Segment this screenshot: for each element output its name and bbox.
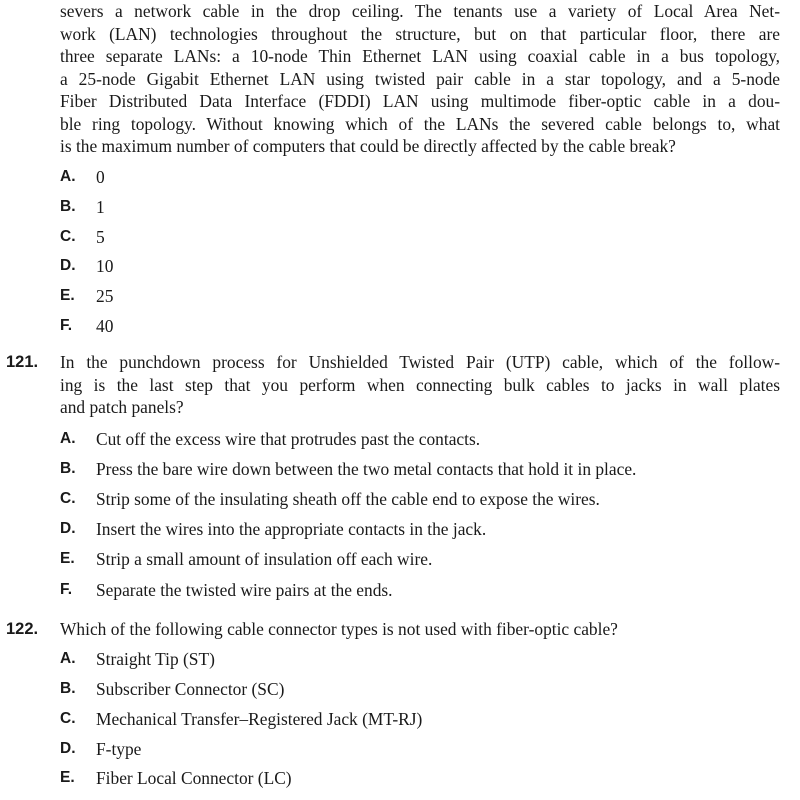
option-text: Separate the twisted wire pairs at the ends. [96, 580, 393, 600]
option-letter: D. [60, 257, 76, 274]
text-line: three separate LANs: a 10-node Thin Ethernet LAN using coaxial cable in a bus topology, [60, 46, 780, 66]
text-line: In the punchdown process for Unshielded Twisted Pair (UTP) cable, which of the follow- [60, 352, 780, 372]
text-line: severs a network cable in the drop ceiling. The tenants use a variety of Local Area Net- [60, 1, 780, 21]
option-letter: D. [60, 740, 76, 757]
option-text: Cut off the excess wire that protrudes past the contacts. [96, 429, 481, 449]
answer-option-122-d [0, 738, 800, 762]
option-letter: E. [60, 550, 75, 567]
answer-option-121-e [0, 548, 800, 572]
answer-option-121-d [0, 518, 800, 542]
text-line: ing is the last step that you perform when connecting bulk cables to jacks in wall plates [60, 374, 780, 395]
option-text: Straight Tip (ST) [96, 649, 215, 669]
option-text: 0 [96, 167, 105, 187]
option-letter: C. [60, 490, 76, 507]
text-line: is the maximum number of computers that could be directly affected by the cable break? [60, 136, 676, 156]
question-number: 121. [6, 353, 39, 371]
answer-option-121-b [0, 458, 800, 482]
answer-option-121-f [0, 579, 800, 603]
option-letter: C. [60, 228, 76, 245]
option-letter: D. [60, 520, 76, 537]
option-text: 5 [96, 227, 105, 247]
answer-option-121-a [0, 428, 800, 452]
option-text: Strip a small amount of insulation off each wire. [96, 549, 433, 569]
answer-option-120-b [0, 196, 800, 220]
option-text: 25 [96, 286, 114, 306]
option-text: Press the bare wire down between the two metal contacts that hold it in place. [96, 459, 637, 479]
option-letter: B. [60, 460, 76, 477]
question-number: 122. [6, 620, 39, 638]
answer-option-120-f [0, 315, 800, 339]
option-text: F-type [96, 739, 142, 759]
option-letter: A. [60, 168, 76, 185]
answer-option-120-c [0, 226, 800, 250]
option-letter: F. [60, 581, 73, 598]
answer-option-120-a [0, 166, 800, 190]
question-text [60, 351, 780, 419]
option-text: 1 [96, 197, 105, 217]
option-letter: B. [60, 680, 76, 697]
option-letter: B. [60, 198, 76, 215]
text-line: a 25-node Gigabit Ethernet LAN using twisted pair cable in a star topology, and a 5-node [60, 68, 780, 89]
answer-option-120-e [0, 285, 800, 309]
answer-option-122-a [0, 648, 800, 672]
option-text: Fiber Local Connector (LC) [96, 768, 292, 788]
answer-option-121-c [0, 488, 800, 512]
option-letter: C. [60, 710, 76, 727]
option-letter: A. [60, 650, 76, 667]
option-letter: A. [60, 430, 76, 447]
text-line: ble ring topology. Without knowing which of the LANs the severed cable belongs to, what [60, 113, 780, 134]
text-line: work (LAN) technologies throughout the structure, but on that particular floor, there are [60, 23, 780, 44]
option-letter: E. [60, 769, 75, 786]
option-text: Strip some of the insulating sheath off the cable end to expose the wires. [96, 489, 600, 509]
option-letter: F. [60, 317, 73, 334]
text-line: Which of the following cable connector types is not used with fiber-optic cable? [60, 619, 618, 639]
option-text: Mechanical Transfer–Registered Jack (MT-RJ) [96, 709, 423, 729]
option-text: 40 [96, 316, 114, 336]
option-text: 10 [96, 256, 114, 276]
answer-option-120-d [0, 255, 800, 279]
answer-option-122-e [0, 767, 800, 791]
question-120-text [60, 0, 780, 158]
text-line: and patch panels? [60, 397, 184, 417]
option-text: Subscriber Connector (SC) [96, 679, 285, 699]
question-text [60, 618, 780, 641]
text-line: Fiber Distributed Data Interface (FDDI) LAN using multimode fiber-optic cable in a dou- [60, 91, 780, 111]
option-letter: E. [60, 287, 75, 304]
answer-option-122-b [0, 678, 800, 702]
option-text: Insert the wires into the appropriate contacts in the jack. [96, 519, 487, 539]
answer-option-122-c [0, 708, 800, 732]
